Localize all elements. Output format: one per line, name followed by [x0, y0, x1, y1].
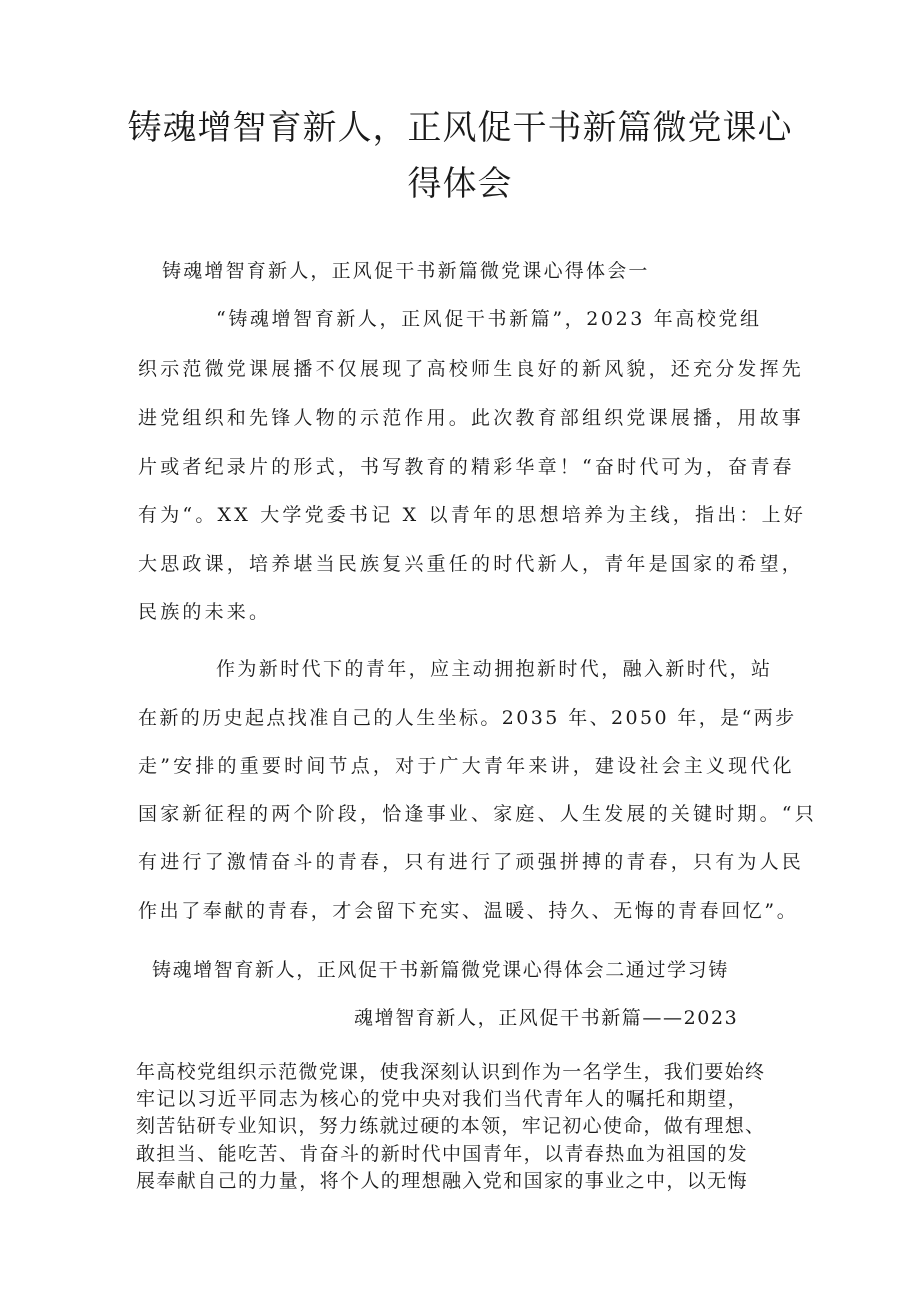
section-2-heading-line-2: 魂增智育新人，正风促干书新篇——2023 [354, 1007, 739, 1029]
section-2-heading-line-1: 铸魂增智育新人，正风促干书新篇微党课心得体会二通过学习铸 [152, 959, 729, 981]
para-2-line-6: 作出了奉献的青春，才会留下充实、温暖、持久、无悔的青春回忆”。 [138, 900, 799, 922]
para-1-line-6: 大思政课，培养堪当民族复兴重任的时代新人，青年是国家的希望， [138, 553, 805, 575]
para-1-line-3: 进党组织和先锋人物的示范作用。此次教育部组织党课展播，用故事 [138, 407, 805, 429]
para-3-line-3: 刻苦钻研专业知识，努力练就过硬的本领，牢记初心使命，做有理想、 [136, 1115, 766, 1137]
para-2-line-4: 国家新征程的两个阶段，恰逢事业、家庭、人生发展的关键时期。“只 [138, 803, 817, 825]
para-1-line-7: 民族的未来。 [138, 601, 272, 623]
para-3-line-2: 牢记以习近平同志为核心的党中央对我们当代青年人的嘱托和期望， [136, 1088, 749, 1110]
title-line-2: 得体会 [407, 164, 513, 204]
document-title [100, 100, 820, 212]
para-2-line-5: 有进行了激情奋斗的青春，只有进行了顽强拼搏的青春，只有为人民 [138, 851, 805, 873]
para-1-line-1: “铸魂增智育新人，正风促干书新篇”，2023 年高校党组 [216, 308, 762, 330]
para-1-line-5: 有为“。XX 大学党委书记 X 以青年的思想培养为主线，指出：上好 [138, 504, 807, 526]
section-1-heading: 铸魂增智育新人，正风促干书新篇微党课心得体会一 [162, 260, 650, 282]
para-2-line-1: 作为新时代下的青年，应主动拥抱新时代，融入新时代，站 [216, 658, 773, 680]
para-3-line-5: 展奉献自己的力量，将个人的理想融入党和国家的事业之中，以无悔 [136, 1170, 749, 1192]
title-line-1: 铸魂增智育新人，正风促干书新篇微党课心 [127, 108, 793, 148]
para-3-line-1: 年高校党组织示范微党课，使我深刻认识到作为一名学生，我们要始终 [136, 1061, 766, 1083]
para-2-line-2: 在新的历史起点找准自己的人生坐标。2035 年、2050 年，是“两步 [138, 707, 797, 729]
para-2-line-3: 走”安排的重要时间节点，对于广大青年来讲，建设社会主义现代化 [138, 755, 795, 777]
para-1-line-4: 片或者纪录片的形式，书写教育的精彩华章！“奋时代可为，奋青春 [138, 456, 795, 478]
para-1-line-2: 织示范微党课展播不仅展现了高校师生良好的新风貌，还充分发挥先 [138, 358, 805, 380]
para-3-line-4: 敢担当、能吃苦、肯奋斗的新时代中国青年，以青春热血为祖国的发 [136, 1143, 749, 1165]
